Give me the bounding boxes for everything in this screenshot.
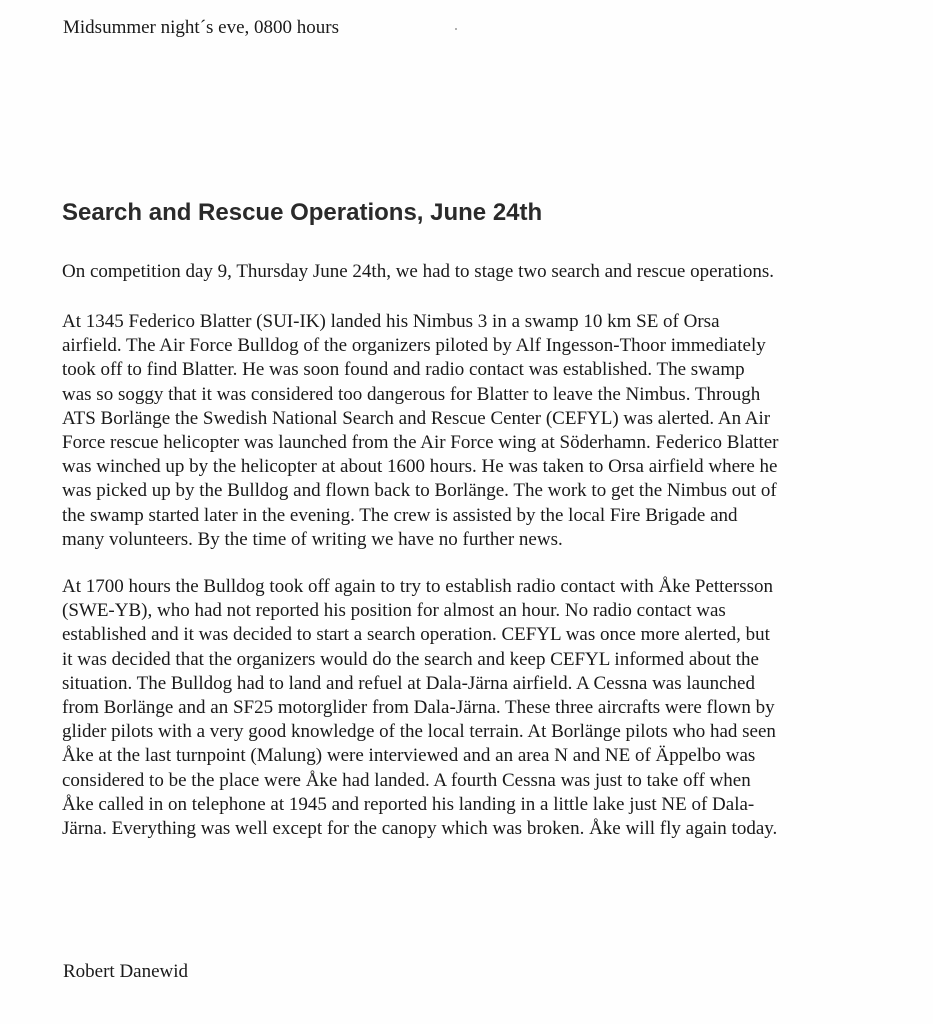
paragraph-line: At 1345 Federico Blatter (SUI-IK) landed his Nimbus 3 in a swamp 10 km SE of Orsa [62, 311, 720, 332]
document-header: Midsummer night´s eve, 0800 hours [63, 17, 340, 38]
paragraph-line: many volunteers. By the time of writing we have no further news. [62, 528, 563, 550]
paragraph-line: was winched up by the helicopter at about 1600 hours. He was taken to Orsa airfield where he [62, 456, 778, 478]
paragraph-pettersson-search [62, 575, 877, 841]
paragraph-line: On competition day 9, Thursday June 24th, we had to stage two search and rescue operations. [62, 261, 774, 282]
paragraph-line: was so soggy that it was considered too dangerous for Blatter to leave the Nimbus. Through [62, 383, 761, 405]
paragraph-line: glider pilots with a very good knowledge of the local terrain. At Borlänge pilots who had seen [62, 721, 776, 743]
paragraph-intro [62, 260, 877, 284]
paragraph-line: it was decided that the organizers would do the search and keep CEFYL informed about the [62, 648, 759, 670]
paragraph-line: (SWE-YB), who had not reported his position for almost an hour. No radio contact was [62, 600, 726, 622]
paragraph-line: situation. The Bulldog had to land and refuel at Dala-Järna airfield. A Cessna was launched [62, 672, 755, 694]
paragraph-line: ATS Borlänge the Swedish National Search and Rescue Center (CEFYL) was alerted. An Air [62, 407, 771, 429]
paragraph-line: Järna. Everything was well except for the canopy which was broken. Åke will fly again today. [62, 818, 778, 840]
paragraph-line: the swamp started later in the evening. The crew is assisted by the local Fire Brigade and [62, 504, 738, 526]
author-signature: Robert Danewid [63, 961, 189, 982]
paragraph-line: Force rescue helicopter was launched from the Air Force wing at Söderhamn. Federico Blatter [62, 432, 779, 454]
paragraph-line: was picked up by the Bulldog and flown back to Borlänge. The work to get the Nimbus out of [62, 480, 777, 502]
paragraph-line: established and it was decided to start a search operation. CEFYL was once more alerted, but [62, 624, 770, 646]
paragraph-line: airfield. The Air Force Bulldog of the organizers piloted by Alf Ingesson-Thoor immediately [62, 335, 766, 357]
paragraph-line: from Borlänge and an SF25 motorglider from Dala-Järna. These three aircrafts were flown by [62, 697, 775, 719]
paragraph-line: Åke called in on telephone at 1945 and reported his landing in a little lake just NE of Dala- [62, 793, 755, 815]
scan-speck [455, 28, 457, 30]
document-title: Search and Rescue Operations, June 24th [62, 199, 543, 226]
paragraph-line: Åke at the last turnpoint (Malung) were interviewed and an area N and NE of Äppelbo was [62, 745, 756, 767]
paragraph-line: took off to find Blatter. He was soon found and radio contact was established. The swamp [62, 359, 745, 381]
paragraph-line: At 1700 hours the Bulldog took off again to try to establish radio contact with Åke Pettersson [62, 576, 773, 597]
paragraph-blatter-rescue [62, 310, 877, 552]
paragraph-line: considered to be the place were Åke had landed. A fourth Cessna was just to take off when [62, 769, 751, 791]
